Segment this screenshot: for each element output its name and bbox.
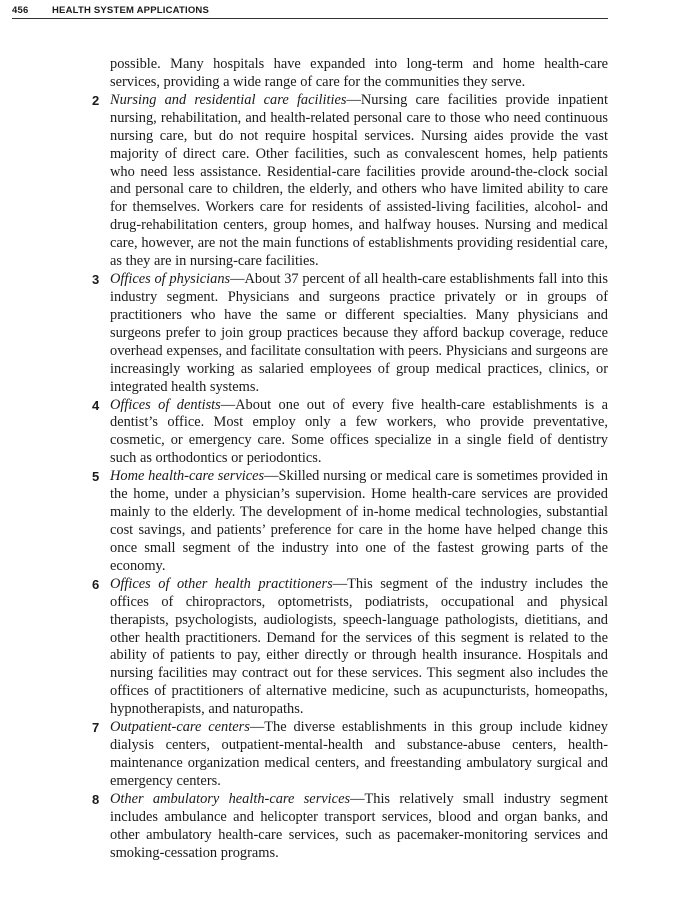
list-item-6 [92,575,609,719]
item-number: 2 [92,92,100,108]
item-text: —The diverse establishments in this group include kidney dialysis centers, outpatient-mental-health and substance-abuse centers, health-maintenance organization medical centers, and freestanding ambulatory surgical and emergency centers. [110,719,608,789]
item-text: —About one out of every five health-care establishments is a dentist’s office. Most employ only a few workers, who provide preventative, cosmetic, or emergency care. Some offices specialize in a single field of dentistry such as orthodontics or periodontics. [110,396,609,467]
page-number: 456 [12,5,29,16]
list-item-3 [92,271,608,396]
item-title: Nursing and residential care facilities [110,91,347,108]
intro-paragraph: possible. Many hospitals have expanded into long-term and home health-care services, providing a wide range of care for the communities they serve. [110,56,608,90]
list-item-2 [92,91,608,271]
item-text: —This relatively small industry segment includes ambulance and helicopter transport services, blood and organ banks, and other ambulatory health-care services, such as pacemaker-monitoring services and smoking-cessation programs. [110,790,608,861]
item-number: 8 [92,791,100,807]
item-title: Other ambulatory health-care services [110,790,351,807]
item-number: 3 [92,272,100,288]
item-text: —Skilled nursing or medical care is sometimes provided in the home, under a physician’s supervision. Home health-care services are provided mainly to the elderly. The development of in-home medical technologies, substantial cost savings, and patients’ preference for care in the home have helped change this once small segment of the industry into one of the fastest growing parts of the economy. [110,468,609,574]
item-title: Offices of physicians [110,271,231,288]
item-number: 7 [92,720,100,736]
list-item-5 [92,468,609,576]
item-text: —Nursing care facilities provide inpatient nursing, rehabilitation, and health-related personal care to those who need continuous nursing care, but do not require hospital services. Nursing aides provide the vast majority of direct care. Other facilities, such as convalescent homes, help patients who need less assistance. Residential-care facilities provide around-the-clock social and personal care to children, the elderly, and others who have limited ability to care for themselves. Workers care for residents of assisted-living facilities, alcohol- and drug-rehabilitation centers, group homes, and halfway houses. Nursing and medical care, however, are not the main functions of establishments providing residential care, as they are in nursing-care facilities. [110,91,608,270]
list-item-4 [92,396,609,469]
item-title: Outpatient-care centers [110,719,250,736]
item-number: 4 [92,397,100,413]
list-item-8 [92,790,608,863]
item-number: 6 [92,576,100,592]
item-text: —About 37 percent of all health-care establishments fall into this industry segment. Physicians and surgeons practice privately or in groups of practitioners who have the same or different specialties. Many physicians and surgeons prefer to join group practices because they afford backup coverage, reduce overhead expenses, and facilitate consultation with peers. Physicians and surgeons are increasingly working as salaried employees of group medical practices, clinics, or integrated health systems. [110,271,608,395]
item-title: Home health-care services [110,468,265,485]
running-title: HEALTH SYSTEM APPLICATIONS [52,5,210,16]
item-title: Offices of dentists [110,396,221,413]
item-number: 5 [92,469,100,485]
running-header [12,4,608,19]
item-text: —This segment of the industry includes the offices of chiropractors, optometrists, podiatrists, occupational and physical therapists, psychologists, audiologists, speech-language pathologists, dietitians, and other health practitioners. Demand for the services of this segment is related to the ability of patients to pay, either directly or through health insurance. Hospitals and nursing facilities may contract out for these services. This segment also includes the offices of practitioners of alternative medicine, such as acupuncturists, homeopaths, hypnotherapists, and naturopaths. [110,575,609,718]
list-item-7 [92,719,608,791]
page-body [92,56,609,862]
item-title: Offices of other health practitioners [110,575,333,592]
